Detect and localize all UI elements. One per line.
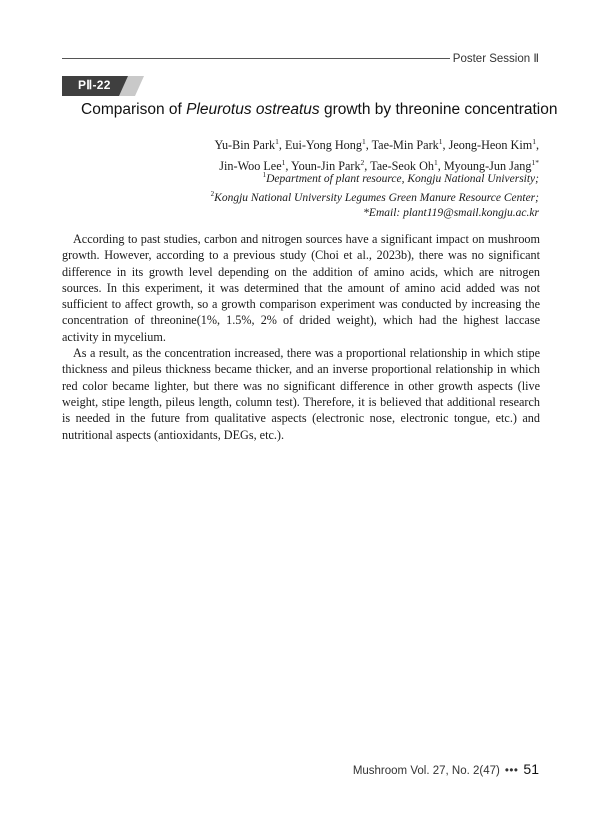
author-name: Jeong-Heon Kim (448, 138, 533, 153)
author-separator: , (278, 138, 285, 153)
poster-code-badge (62, 76, 144, 96)
author-name: Yu-Bin Park (214, 138, 276, 153)
author-affiliation-mark: 1 (433, 158, 438, 168)
affiliation-text: Department of plant resource, Kongju National University; (266, 172, 539, 185)
author-separator: , (364, 159, 371, 174)
author-name: Myoung-Jun Jang (443, 159, 532, 174)
author-name: Tae-Min Park (371, 138, 439, 153)
author-affiliation-mark: 1 (281, 158, 286, 168)
author-affiliation-mark: 1 (275, 137, 279, 146)
header-rule (62, 58, 450, 59)
author-name: Eui-Yong Hong (284, 138, 362, 153)
author-separator: , (365, 138, 372, 153)
author-name: Jin-Woo Lee (219, 159, 282, 174)
affiliations (99, 168, 539, 221)
affiliation-line (99, 187, 539, 206)
abstract-title (81, 101, 558, 119)
body-paragraph: As a result, as the concentration increased, there was a proportional relationship in which stipe thickness and pileus thickness became thicker, and an inverse proportional relationship in which red color became lighter, but there was no significant difference in other growth aspects (live weight, stipe length, pileus length, column test). Therefore, it is believed that additional research is needed in the future from qualitative aspects (electronic nose, electronic tongue, etc.) and nutritional aspects (antioxidants, DEGs, etc.). (62, 346, 540, 442)
title-species: Pleurotus ostreatus (186, 101, 320, 118)
page-footer (353, 761, 539, 777)
title-prefix: Comparison of (81, 101, 187, 118)
author (285, 138, 372, 152)
affiliation-line (99, 168, 539, 187)
author-affiliation-mark: 1 (361, 137, 366, 146)
author-affiliation-mark: 1 (532, 137, 536, 146)
footer-dots: ••• (504, 765, 519, 777)
author (449, 138, 539, 152)
author-separator: , (442, 138, 449, 153)
author-affiliation-mark: 2 (360, 158, 365, 168)
author-separator: , (285, 159, 292, 174)
body-paragraph: According to past studies, carbon and nitrogen sources have a significant impact on mushroom growth. However, according to a previous study (Choi et al., 2023b), there was no significant difference in its growth level depending on the addition of amino acids, which are nitrogen sources. In this experiment, it was determined that the amount of amino acid added was not sufficient to affect growth, so a growth comparison experiment was conducted by increasing the concentration of threonine(1%, 1.5%, 2% of drided weight), which had the highest laccase activity in mycelium. (62, 232, 540, 344)
author-name: Tae-Seok Oh (370, 159, 434, 174)
author-name: Youn-Jin Park (291, 159, 361, 174)
author (372, 138, 449, 152)
affiliation-text: *Email: plant119@smail.kongju.ac.kr (363, 206, 539, 219)
title-suffix: growth by threonine concentration (319, 101, 558, 118)
author-affiliation-mark: 1 (438, 137, 443, 146)
affiliation-line (99, 206, 539, 221)
journal-citation: Mushroom Vol. 27, No. 2(47) (352, 765, 500, 777)
author-affiliation-mark: 1* (531, 158, 539, 168)
affiliation-mark: 1 (262, 171, 267, 179)
abstract-body (62, 231, 540, 443)
author-separator: , (535, 138, 539, 153)
affiliation-text: Kongju National University Legumes Green Manure Resource Center; (214, 191, 539, 204)
session-label: Poster Session Ⅱ (452, 53, 539, 65)
affiliation-mark: 2 (210, 189, 215, 198)
page-number: 51 (523, 761, 539, 777)
author-separator: , (437, 159, 444, 174)
author (215, 138, 285, 152)
poster-code: PⅡ-22 (78, 78, 111, 92)
